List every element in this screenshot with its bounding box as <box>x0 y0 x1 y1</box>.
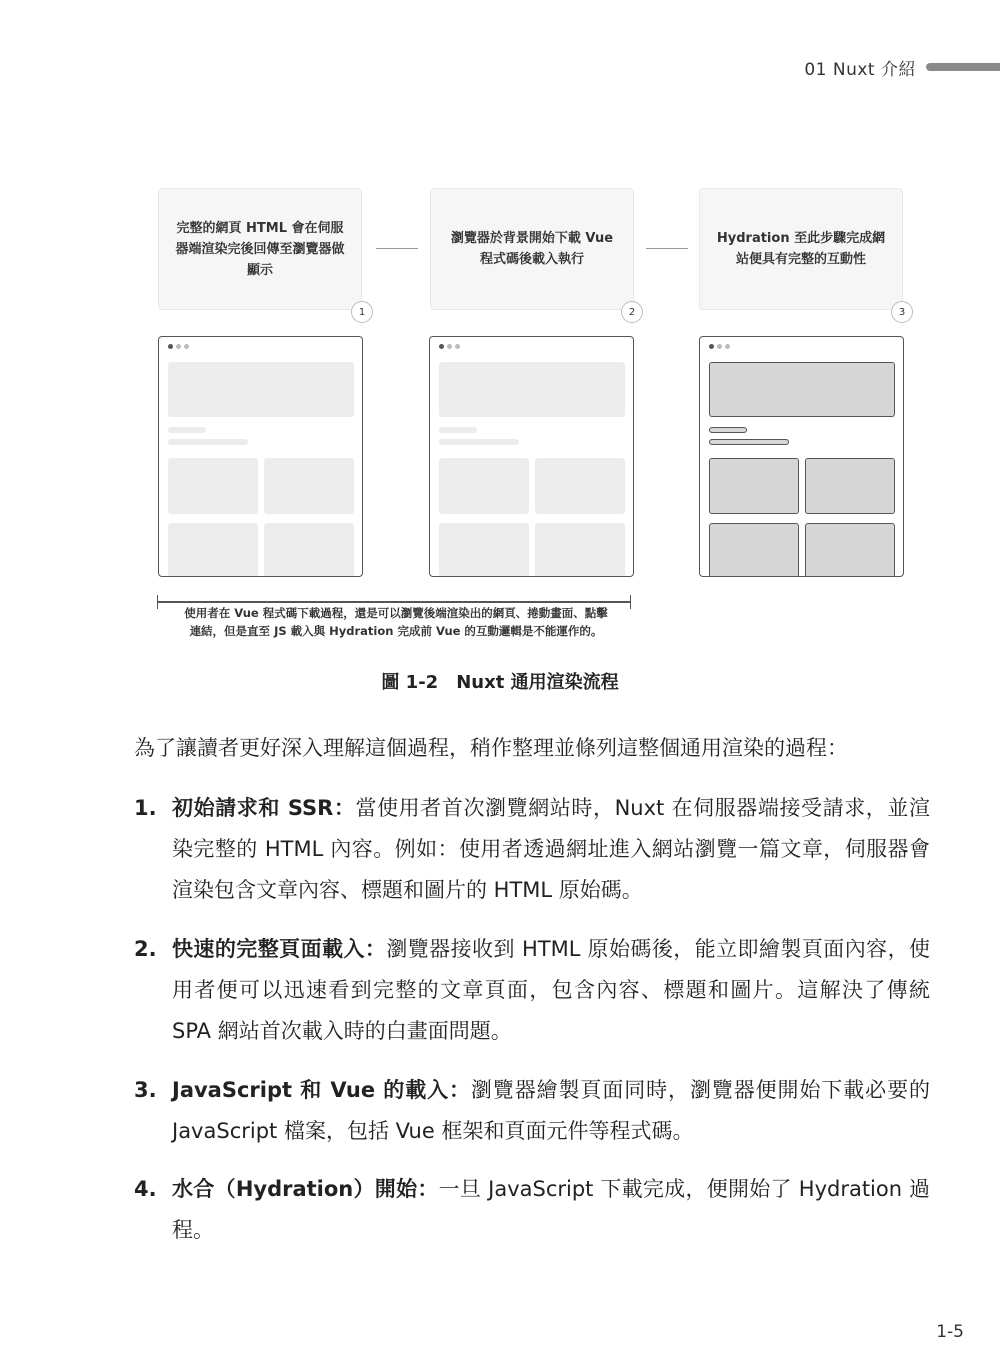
list-item-number: 1. <box>134 796 157 820</box>
step-box-2 <box>430 188 634 310</box>
step-connector <box>376 248 418 249</box>
card-placeholder <box>168 458 258 514</box>
list-item-text: 當使用者首次瀏覽網站時，Nuxt 在伺服器端接受請求，並渲染完整的 HTML 內容。例如：使用者透過網址進入網站瀏覽一篇文章，伺服器會渲染包含文章內容、標題和圖片的 HTML 原始碼。 <box>172 796 930 902</box>
list-item <box>134 1070 930 1152</box>
list-item-body <box>172 929 930 1052</box>
text-line-placeholder <box>709 439 789 445</box>
list-item <box>134 1169 930 1251</box>
list-item-title: 快速的完整頁面載入： <box>172 937 387 961</box>
list-item <box>134 929 930 1052</box>
page-number: 1-5 <box>936 1322 964 1342</box>
list-item-text: 一旦 JavaScript 下載完成，便開始了 Hydration 過程。 <box>172 1177 931 1242</box>
window-dots-icon <box>439 344 460 349</box>
text-line-placeholder <box>709 427 747 433</box>
card-placeholder <box>709 523 799 577</box>
card-placeholder <box>264 523 354 577</box>
intro-paragraph: 為了讓讀者更好深入理解這個過程，稍作整理並條列這整個通用渲染的過程： <box>134 736 848 760</box>
list-item-text: 瀏覽器繪製頁面同時，瀏覽器便開始下載必要的 JavaScript 檔案，包括 Vue 框架和頁面元件等程式碼。 <box>172 1078 930 1143</box>
caption-label: 圖 1-2 <box>381 672 439 693</box>
figure-note: 使用者在 Vue 程式碼下載過程，還是可以瀏覽後端渲染出的網頁、捲動畫面、點擊連結，但是直至 JS 載入與 Hydration 完成前 Vue 的互動邏輯是不能運作的。 <box>176 604 616 640</box>
browser-mockup-2 <box>429 336 634 577</box>
list-item-body <box>172 1070 930 1152</box>
card-placeholder <box>439 523 529 577</box>
hero-placeholder <box>709 362 895 417</box>
chapter-title: 01 Nuxt 介紹 <box>804 59 916 80</box>
text-line-placeholder <box>168 439 248 445</box>
step-text-2: 瀏覽器於背景開始下載 Vue 程式碼後載入執行 <box>450 231 614 267</box>
text-line-placeholder <box>439 439 519 445</box>
step-number-2: 2 <box>621 301 643 323</box>
figure-caption <box>0 668 1000 694</box>
step-connector <box>646 248 688 249</box>
step-number-3: 3 <box>891 301 913 323</box>
window-dots-icon <box>168 344 189 349</box>
list-item-title: JavaScript 和 Vue 的載入： <box>172 1078 471 1102</box>
list-item-title: 水合（Hydration）開始： <box>172 1177 439 1201</box>
text-line-placeholder <box>168 427 206 433</box>
browser-mockup-1 <box>158 336 363 577</box>
hero-placeholder <box>439 362 625 417</box>
header-bar-decoration <box>926 63 1000 71</box>
card-placeholder <box>264 458 354 514</box>
list-item <box>134 788 930 911</box>
step-box-1 <box>158 188 362 310</box>
step-text-1: 完整的網頁 HTML 會在伺服器端渲染完後回傳至瀏覽器做顯示 <box>175 220 345 278</box>
list-item-body <box>172 788 930 911</box>
list-item-number: 3. <box>134 1078 157 1102</box>
list-item-body <box>172 1169 930 1251</box>
hero-placeholder <box>168 362 354 417</box>
step-text-3: Hydration 至此步驟完成網站便具有完整的互動性 <box>716 231 886 267</box>
card-placeholder <box>709 458 799 514</box>
text-line-placeholder <box>439 427 477 433</box>
list-item-number: 2. <box>134 937 157 961</box>
running-header <box>804 52 1000 82</box>
list-item-text: 瀏覽器接收到 HTML 原始碼後，能立即繪製頁面內容，使用者便可以迅速看到完整的文章頁面，包含內容、標題和圖片。這解決了傳統 SPA 網站首次載入時的白畫面問題。 <box>172 937 930 1043</box>
window-dots-icon <box>709 344 730 349</box>
caption-title: Nuxt 通用渲染流程 <box>456 672 619 693</box>
card-placeholder <box>805 458 895 514</box>
card-placeholder <box>439 458 529 514</box>
list-item-title: 初始請求和 SSR： <box>172 796 356 820</box>
card-placeholder <box>805 523 895 577</box>
browser-mockup-3-hydrated <box>699 336 904 577</box>
card-placeholder <box>535 458 625 514</box>
card-placeholder <box>535 523 625 577</box>
step-box-3 <box>699 188 903 310</box>
card-placeholder <box>168 523 258 577</box>
step-number-1: 1 <box>351 301 373 323</box>
list-item-number: 4. <box>134 1177 157 1201</box>
